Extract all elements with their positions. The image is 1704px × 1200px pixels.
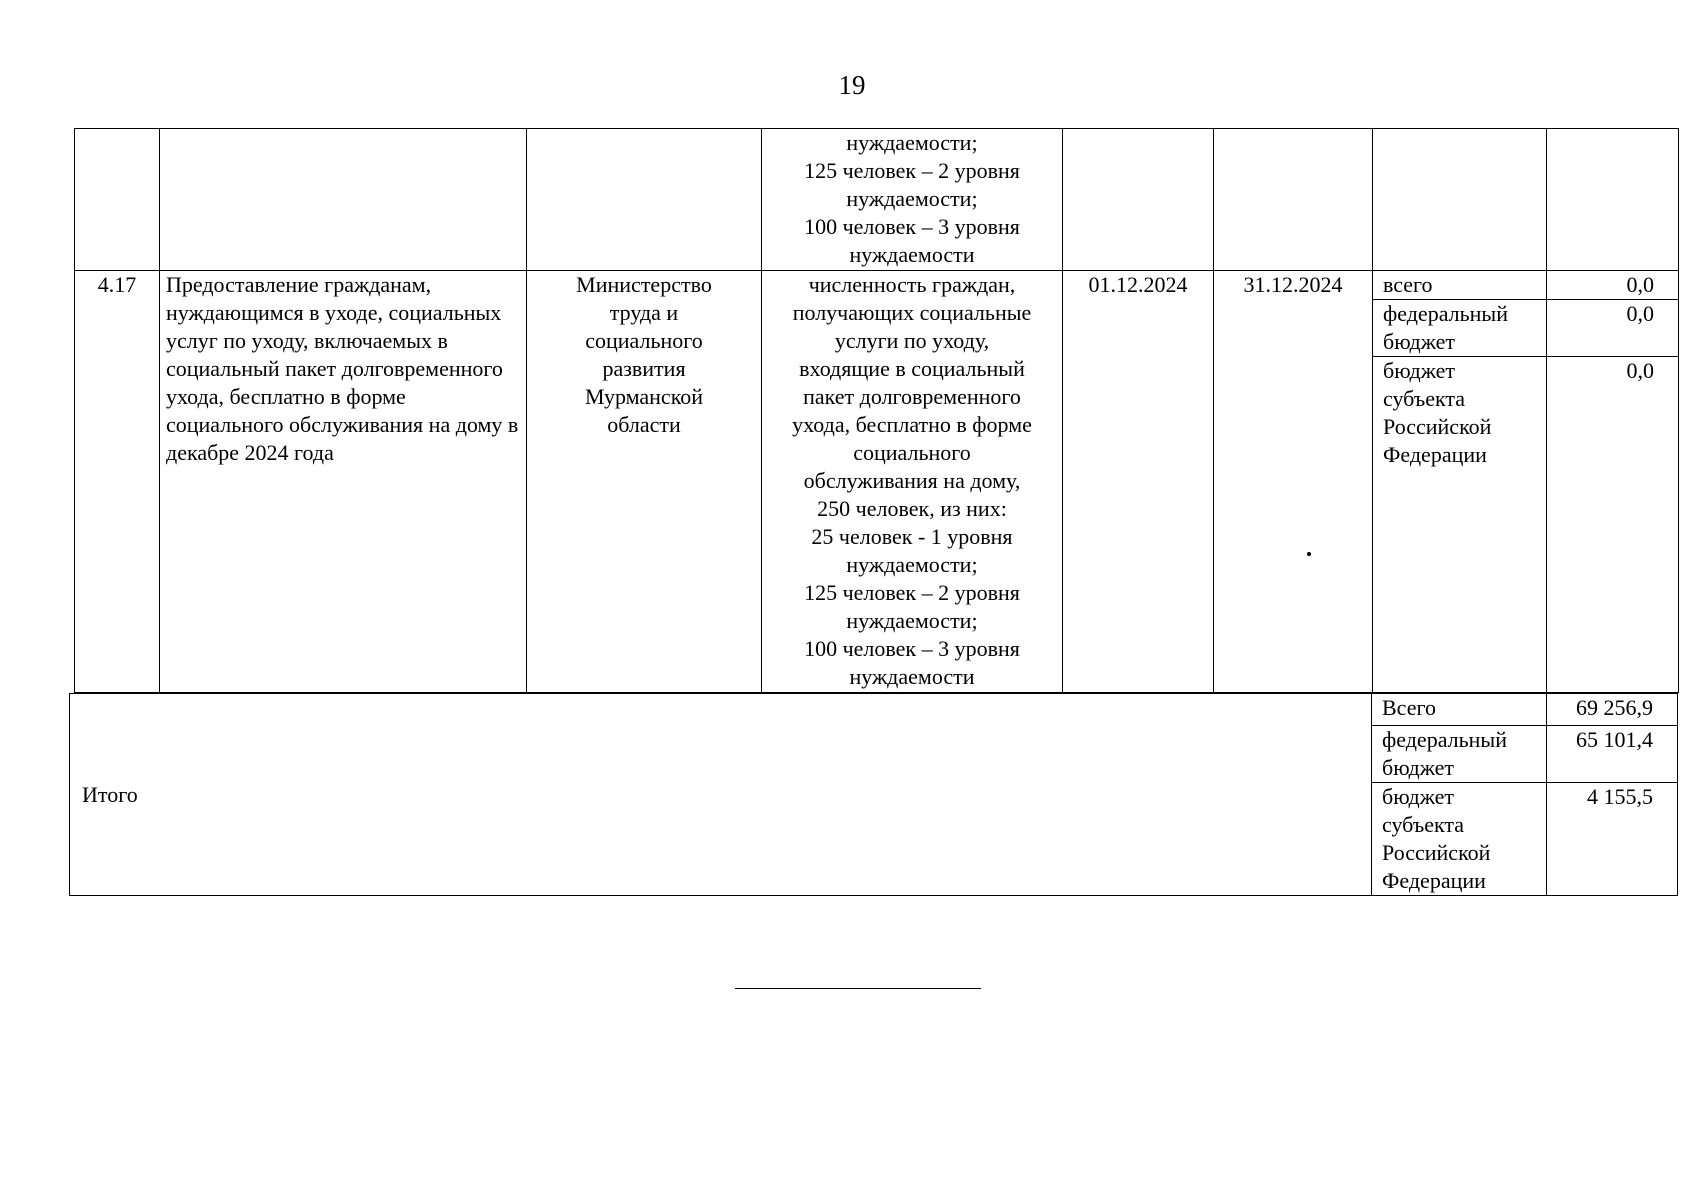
cell-measure-name: Предоставление гражданам, нуждающимся в уходе, социальных услуг по уходу, включаемых в социальный пакет долговременного ухода, бесплатно в форме социального обслуживания на дому в декабре 2024 года xyxy=(160,271,527,693)
total-funding-value: 69 256,9 xyxy=(1547,694,1678,726)
cell-funding-label: всего xyxy=(1373,271,1547,300)
cell-row-number: 4.17 xyxy=(75,271,160,693)
total-funding-label: федеральный бюджет xyxy=(1372,726,1547,783)
total-label: Итого xyxy=(70,694,1372,896)
end-of-document-rule xyxy=(735,988,981,989)
cell-indicator-continuation: нуждаемости; 125 человек – 2 уровня нуждаемости; 100 человек – 3 уровня нуждаемости xyxy=(762,129,1063,271)
total-funding-label: Всего xyxy=(1372,694,1547,726)
scan-dot xyxy=(1307,552,1311,556)
total-funding-value: 65 101,4 xyxy=(1547,726,1678,783)
cell-executor: Министерство труда и социального развития Мурманской области xyxy=(527,271,762,693)
cell-indicator: численность граждан, получающих социальные услуги по уходу, входящие в социальный пакет долговременного ухода, бесплатно в форме социального обслуживания на дому, 250 человек, из них: 25 человек - 1 уровня нуждаемости; 125 человек – 2 уровня нуждаемости; 100 человек – 3 уровня нуждаемости xyxy=(762,271,1063,693)
cell-executor-continuation xyxy=(527,129,762,271)
page-number: 19 xyxy=(838,70,866,100)
cell-funding-value-continuation xyxy=(1547,129,1679,271)
total-row xyxy=(70,694,1678,726)
cell-funding-value: 0,0 xyxy=(1547,300,1679,357)
total-table xyxy=(69,693,1678,896)
table-row-4-17 xyxy=(75,271,1679,300)
table-row-continuation xyxy=(75,129,1679,271)
cell-end-date: 31.12.2024 xyxy=(1214,271,1373,693)
cell-start-continuation xyxy=(1063,129,1214,271)
cell-num-continuation xyxy=(75,129,160,271)
cell-name-continuation xyxy=(160,129,527,271)
total-funding-label: бюджет субъекта Российской Федерации xyxy=(1372,783,1547,896)
cell-funding-label: бюджет субъекта Российской Федерации xyxy=(1373,357,1547,693)
cell-start-date: 01.12.2024 xyxy=(1063,271,1214,693)
cell-funding-value: 0,0 xyxy=(1547,357,1679,693)
cell-funding-label: федеральный бюджет xyxy=(1373,300,1547,357)
cell-funding-label-continuation xyxy=(1373,129,1547,271)
total-funding-value: 4 155,5 xyxy=(1547,783,1678,896)
program-table xyxy=(74,128,1679,693)
cell-end-continuation xyxy=(1214,129,1373,271)
cell-funding-value: 0,0 xyxy=(1547,271,1679,300)
